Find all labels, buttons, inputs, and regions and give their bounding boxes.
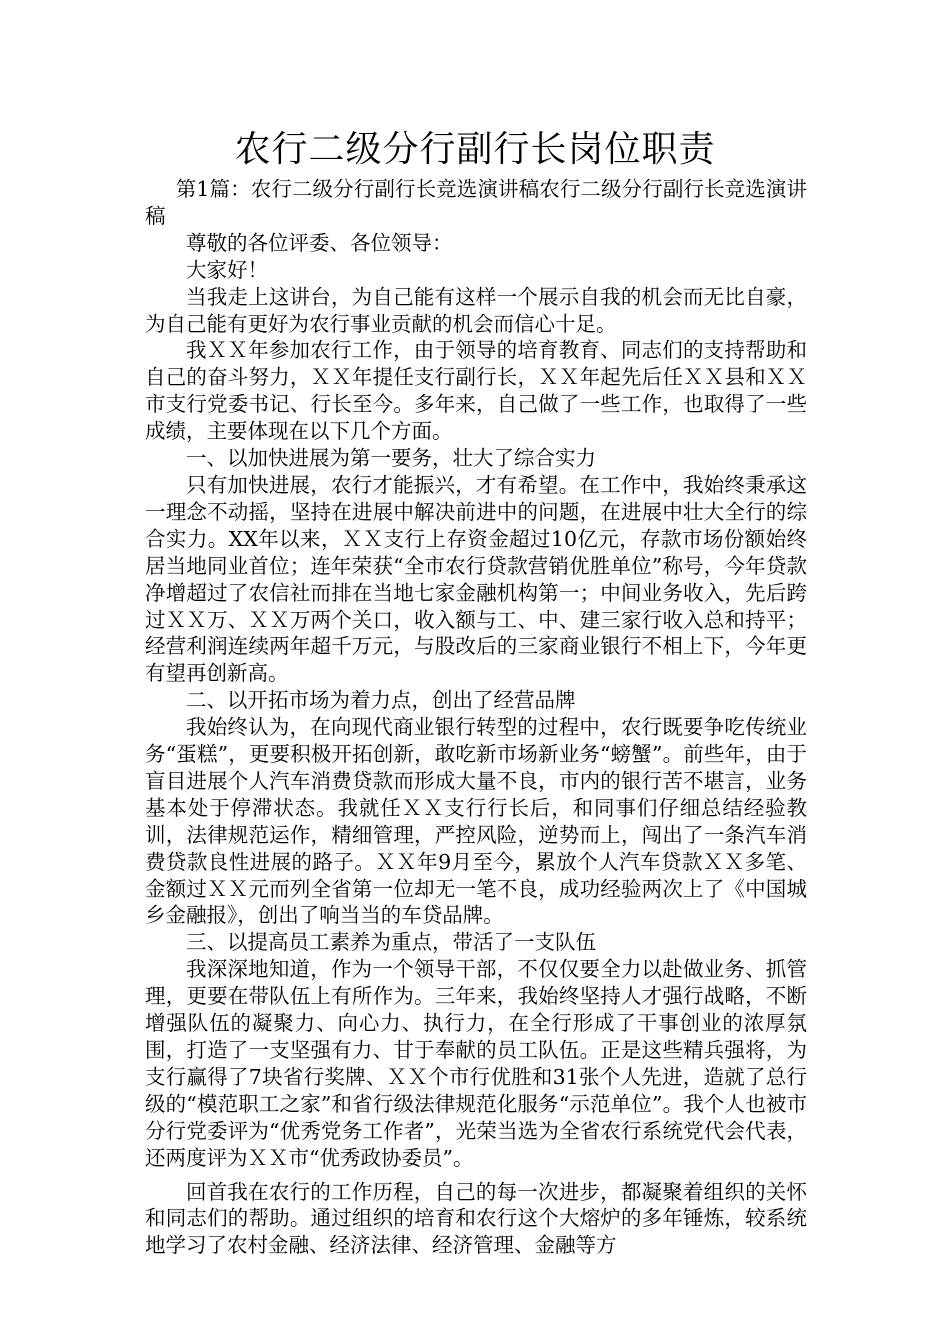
paragraph-6: 只有加快进展，农行才能振兴，才有希望。在工作中，我始终秉承这一理念不动摇，坚持在进展中解决前进中的问题，在进展中壮大全行的综合实力。XX年以来，ＸＸ支行上存资金超过10亿元，存款市场份额始终居当地同业首位；连年荣获“全市农行贷款营销优胜单位”称号，今年贷款净增超过了农信社而排在当地七家金融机构第一；中间业务收入，先后跨过ＸＸ万、ＸＸ万两个关口，收入额与工、中、建三家行收入总和持平；经营利润连续两年超千万元，与股改后的三家商业银行不相上下，今年更有望再创新高。 — [145, 472, 807, 686]
paragraph-5: 我ＸＸ年参加农行工作，由于领导的培育教育、同志们的支持帮助和自己的奋斗努力，ＸＸ年提任支行副行长，ＸＸ年起先后任ＸＸ县和ＸＸ市支行党委书记、行长至今。多年来，自己做了一些工作，也取得了一些成绩，主要体现在以下几个方面。 — [145, 338, 807, 444]
section-heading-1: 一、以加快进展为第一要务，壮大了综合实力 — [186, 446, 596, 471]
paragraph-7: 我始终认为，在向现代商业银行转型的过程中，农行既要争吃传统业务“蛋糕”，更要积极开拓创新，敢吃新市场新业务“螃蟹”。前些年，由于盲目进展个人汽车消费贷款而形成大量不良，市内的银行苦不堪言，业务基本处于停滞状态。我就任ＸＸ支行行长后，和同事们仔细总结经验教训，法律规范运作，精细管理，严控风险，逆势而上，闯出了一条汽车消费贷款良性进展的路子。ＸＸ年9月至今，累放个人汽车贷款ＸＸ多笔、金额过ＸＸ元而列全省第一位却无一笔不良，成功经验两次上了《中国城乡金融报》，创出了响当当的车贷品牌。 — [145, 715, 807, 928]
document-title: 农行二级分行副行长岗位职责 — [234, 129, 716, 170]
paragraph-8: 我深深地知道，作为一个领导干部，不仅仅要全力以赴做业务、抓管理，更要在带队伍上有所作为。三年来，我始终坚持人才强行战略，不断增强队伍的凝聚力、向心力、执行力，在全行形成了干事创业的浓厚氛围，打造了一支坚强有力、甘于奉献的员工队伍。正是这些精兵强将，为支行赢得了7块省行奖牌、ＸＸ个市行优胜和31张个人先进，造就了总行级的“模范职工之家”和省行级法律规范化服务“示范单位”。我个人也被市分行党委评为“优秀党务工作者”，光荣当选为全省农行系统党代会代表，还两度评为ＸＸ市“优秀政协委员”。 — [145, 957, 807, 1170]
section-heading-2: 二、以开拓市场为着力点，创出了经营品牌 — [186, 688, 576, 713]
paragraph-4: 当我走上这讲台，为自己能有这样一个展示自我的机会而无比自豪，为自己能有更好为农行事业贡献的机会而信心十足。 — [145, 284, 807, 336]
paragraph-1: 第1篇：农行二级分行副行长竞选演讲稿农行二级分行副行长竞选演讲稿 — [145, 177, 807, 228]
paragraph-2: 尊敬的各位评委、各位领导： — [186, 230, 453, 255]
document-body — [145, 176, 807, 1259]
paragraph-3: 大家好！ — [186, 257, 268, 282]
paragraph-9: 回首我在农行的工作历程，自己的每一次进步，都凝聚着组织的关怀和同志们的帮助。通过组织的培育和农行这个大熔炉的多年锤炼，较系统地学习了农村金融、经济法律、经济管理、金融等方 — [145, 1179, 807, 1258]
section-heading-3: 三、以提高员工素养为重点，带活了一支队伍 — [186, 930, 596, 955]
